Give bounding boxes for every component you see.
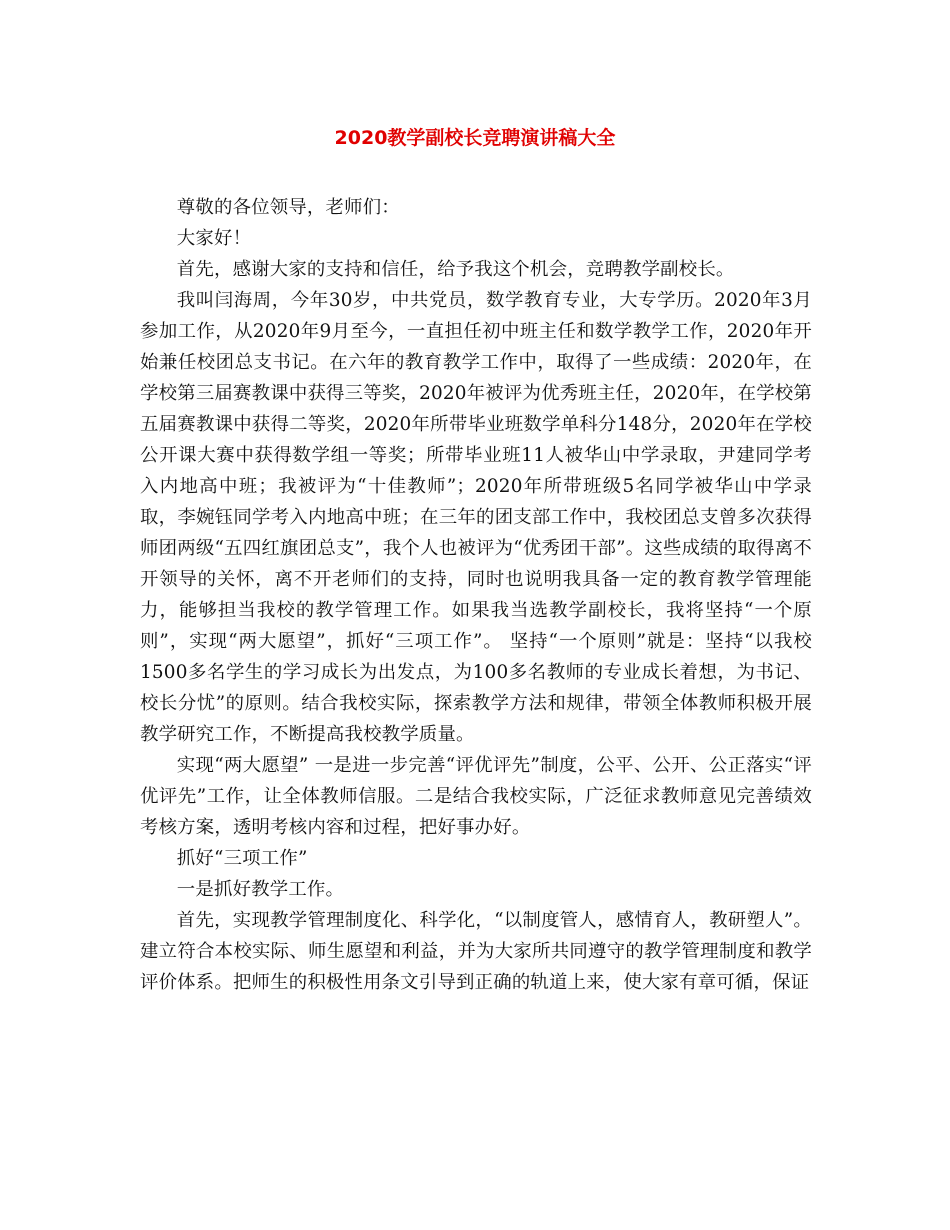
paragraph-salutation: 尊敬的各位领导，老师们：	[176, 197, 400, 218]
document-title: 2020教学副校长竞聘演讲稿大全	[334, 127, 616, 149]
paragraph-greeting: 大家好！	[176, 228, 252, 249]
paragraph-introduction: 我叫闫海周，今年30岁，中共党员，数学教育专业，大专学历。2020年3月参加工作，从2020年9月至今，一直担任初中班主任和数学教学工作，2020年开始兼任校团总支书记。在六年的教育教学工作中，取得了一些成绩：2020年，在学校第三届赛教课中获得三等奖，2020年被评为优秀班主任，2020年，在学校第五届赛教课中获得二等奖，2020年所带毕业班数学单科分148分，2020年在学校公开课大赛中获得数学组一等奖；所带毕业班11人被华山中学录取，尹建同学考入内地高中班；我被评为“十佳教师”；2020年所带班级5名同学被华山中学录取，李婉钰同学考入内地高中班；在三年的团支部工作中，我校团总支曾多次获得师团两级“五四红旗团总支”，我个人也被评为“优秀团干部”。这些成绩的取得离不开领导的关怀，离不开老师们的支持，同时也说明我具备一定的教育教学管理能力，能够担当我校的教学管理工作。如果我当选教学副校长，我将坚持“一个原则”，实现“两大愿望”，抓好“三项工作”。 坚持“一个原则”就是：坚持“以我校1500多名学生的学习成长为出发点，为100多名教师的专业成长着想，为书记、校长分忧”的原则。结合我校实际，探索教学方法和规律，带领全体教师积极开展教学研究工作，不断提高我校教学质量。	[140, 290, 812, 745]
paragraph-three-tasks-heading: 抓好“三项工作”	[176, 848, 308, 869]
paragraph-two-wishes: 实现“两大愿望” 一是进一步完善“评优评先”制度，公平、公开、公正落实“评优评先”工作，让全体教师信服。二是结合我校实际，广泛征求教师意见完善绩效考核方案，透明考核内容和过程，把好事办好。	[140, 755, 812, 838]
paragraph-thanks: 首先，感谢大家的支持和信任，给予我这个机会，竞聘教学副校长。	[176, 259, 735, 280]
paragraph-task-one-heading: 一是抓好教学工作。	[176, 879, 345, 900]
paragraph-task-one-body: 首先，实现教学管理制度化、科学化，“以制度管人，感情育人，教研塑人”。建立符合本校实际、师生愿望和利益，并为大家所共同遵守的教学管理制度和教学评价体系。把师生的积极性用条文引导到正确的轨道上来，使大家有章可循，保证	[140, 910, 812, 993]
document-body	[140, 192, 812, 998]
